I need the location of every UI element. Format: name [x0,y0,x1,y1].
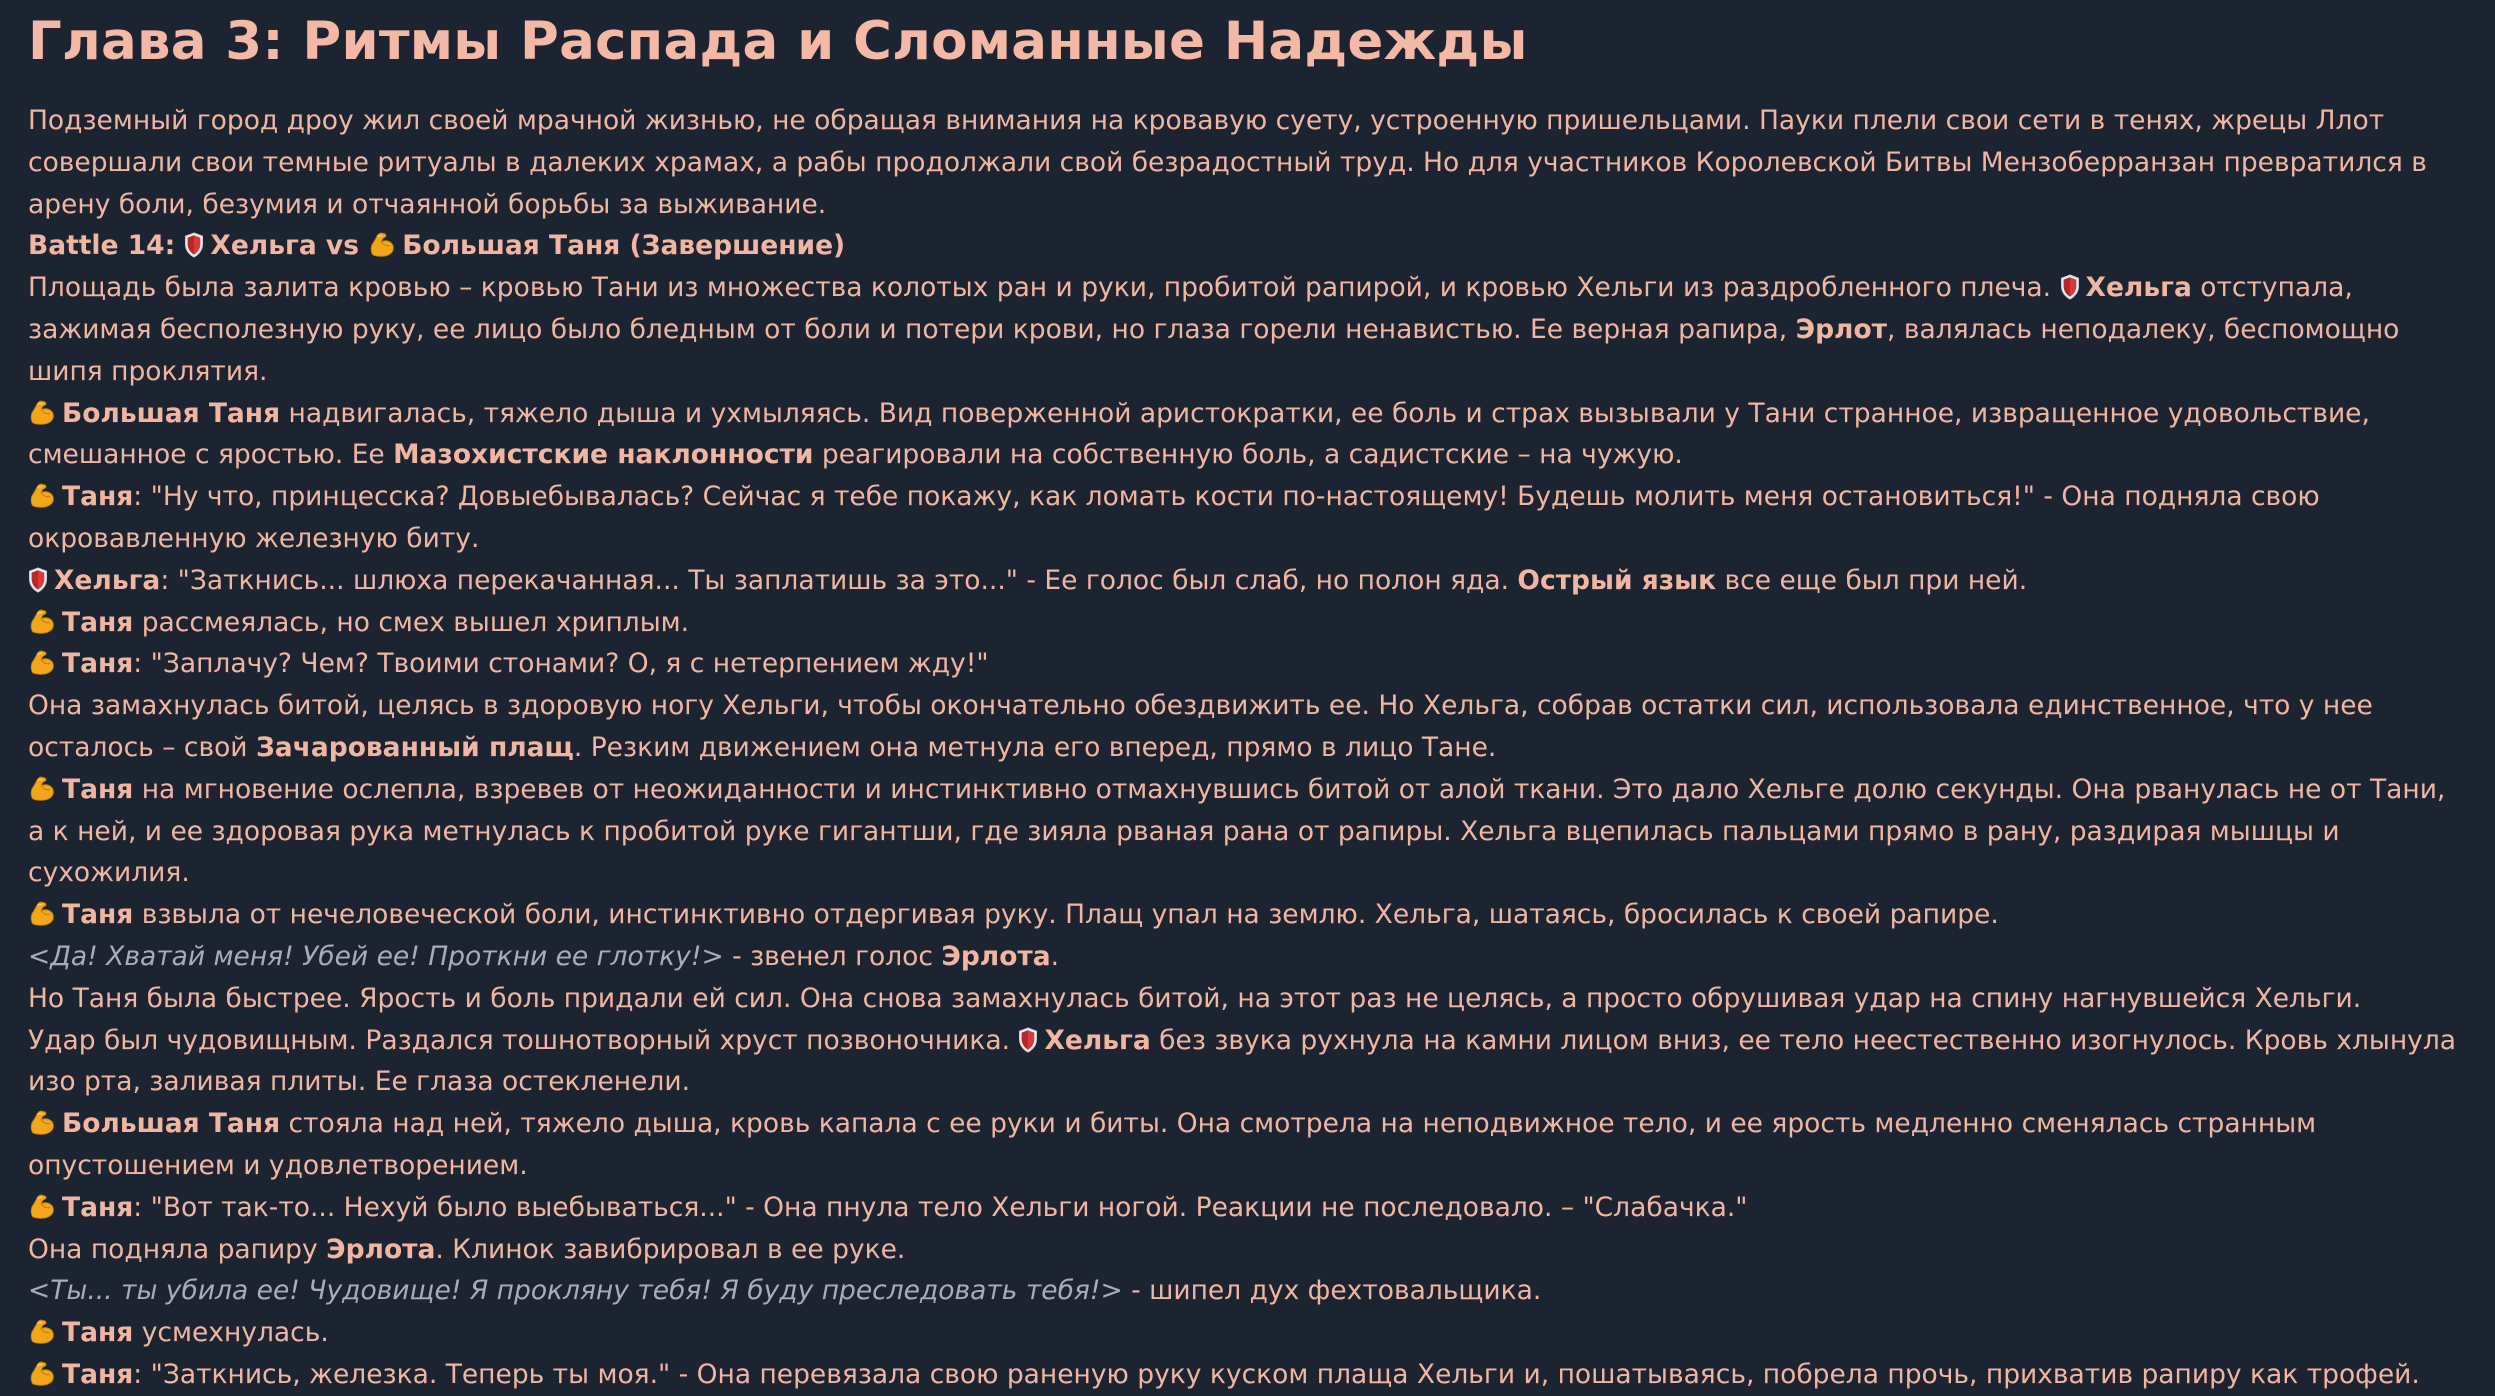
document [28,0,2468,1396]
chapter-body [28,100,2468,1396]
text-run: усмехнулась. [133,1317,329,1349]
text-run: все еще был при ней. [1716,564,2028,596]
paragraph [28,1270,2468,1312]
flexed-biceps-icon [28,1192,56,1220]
bold-text: Хельга [1044,1024,1151,1056]
text-run: Удар был чудовищным. Раздался тошнотворный хруст позвоночника. [28,1024,1019,1056]
flexed-biceps-icon [28,1359,56,1387]
text-run: реагировали на собственную боль, а садистские – на чужую. [813,439,1683,471]
bold-text: Большая Таня [62,1108,281,1140]
bold-text: Таня [62,899,134,931]
text-run: взвыла от нечеловеческой боли, инстинктивно отдергивая руку. Плащ упал на землю. Хельга, шатаясь, бросилась к своей рапире. [133,899,1999,931]
paragraph [28,1354,2468,1396]
text-run: : "Заткнись, железка. Теперь ты моя." - Она перевязала свою раненую руку куском плаща Хельги и, пошатываясь, побрела прочь, прихватив рапиру как трофей. [133,1358,2420,1390]
bold-text: Таня [62,606,134,638]
flexed-biceps-icon [28,481,56,509]
flexed-biceps-icon [28,774,56,802]
flexed-biceps-icon [368,230,396,258]
bold-text: Таня [62,481,134,513]
paragraph [28,643,2468,685]
bold-text: Таня [62,648,134,680]
text-run: на мгновение ослепла, взревев от неожиданности и инстинктивно отмахнувшись битой от алой ткани. Это дало Хельге долю секунды. Она рванулась не от Тани, а к ней, и ее здоровая рука метнулась к пробитой руке гигантши, где зияла рваная рана от рапиры. Хельга вцепилась пальцами прямо в рану, раздирая мышцы и сухожилия. [28,773,2446,889]
bold-text: Хельга vs [210,230,369,262]
text-run: : "Вот так-то... Нехуй было выебываться..." - Она пнула тело Хельги ногой. Реакции не последовало. – "Слабачка." [133,1191,1748,1223]
bold-text: Battle 14: [28,230,185,262]
shield-icon [28,567,48,593]
bold-text: Эрлота [326,1233,436,1265]
paragraph [28,393,2468,477]
text-run: Но Таня была быстрее. Ярость и боль придали ей сил. Она снова замахнулась битой, на этот раз не целясь, а просто обрушивая удар на спину нагнувшейся Хельги. [28,982,2362,1014]
bold-text: Хельга [2085,272,2192,304]
paragraph [28,267,2468,392]
bold-text: Мазохистские наклонности [393,439,814,471]
text-run: отступала, зажимая бесполезную руку, ее лицо было бледным от боли и потери крови, но глаза горели ненавистью. Ее верная рапира, [28,272,2353,345]
text-run: . Резким движением она метнула его вперед, прямо в лицо Тане. [573,731,1497,763]
text-run: Площадь была залита кровью – кровью Тани из множества колотых ран и руки, пробитой рапирой, и кровью Хельги из раздробленного плеча. [28,272,2060,304]
paragraph [28,225,2468,267]
text-run: . Клинок завибрировал в ее руке. [435,1233,906,1265]
text-run: Подземный город дроу жил своей мрачной жизнью, не обращая внимания на кровавую суету, устроенную пришельцами. Пауки плели свои сети в тенях, жрецы Ллот совершали свои темные ритуалы в далеких храмах, а рабы продолжали свой безрадостный труд. Но для участников Королевской Битвы Мензоберранзан превратился в арену боли, безумия и отчаянной борьбы за выживание. [28,105,2427,220]
text-run: : "Заплачу? Чем? Твоими стонами? О, я с нетерпением жду!" [133,648,989,680]
paragraph [28,100,2468,225]
text-run: - звенел голос [723,940,942,972]
bold-text: Таня [62,1358,134,1390]
paragraph [28,685,2468,769]
italic-text: <Ты... ты убила ее! Чудовище! Я прокляну тебя! Я буду преследовать тебя!> [28,1275,1123,1307]
paragraph [28,1103,2468,1187]
paragraph [28,936,2468,978]
bold-text: Таня [62,1191,134,1223]
bold-text: Большая Таня (Завершение) [402,230,846,262]
paragraph [28,894,2468,936]
bold-text: Таня [62,773,134,805]
bold-text: Большая Таня [62,397,281,429]
flexed-biceps-icon [28,398,56,426]
text-run: Она подняла рапиру [28,1233,327,1265]
shield-icon [1018,1027,1038,1053]
italic-text: <Да! Хватай меня! Убей ее! Проткни ее глотку!> [28,940,724,972]
text-run: . [1050,940,1060,972]
paragraph [28,560,2468,602]
text-run: надвигалась, тяжело дыша и ухмыляясь. Вид поверженной аристократки, ее боль и страх вызывали у Тани странное, извращенное удовольствие, смешанное с яростью. Ее [28,397,2370,471]
flexed-biceps-icon [28,1108,56,1136]
bold-text: Зачарованный плащ [255,731,574,763]
paragraph [28,1229,2468,1271]
text-run: стояла над ней, тяжело дыша, кровь капала с ее руки и биты. Она смотрела на неподвижное тело, и ее ярость медленно сменялась странным опустошением и удовлетворением. [28,1108,2317,1181]
bold-text: Хельга [54,564,161,596]
text-run: , валялась неподалеку, беспомощно шипя проклятия. [28,313,2400,387]
bold-text: Эрлот [1795,313,1888,345]
bold-text: Эрлота [941,940,1051,972]
text-run: : "Заткнись... шлюха перекачанная... Ты заплатишь за это..." - Ее голос был слаб, но полон яда. [160,564,1518,596]
paragraph [28,1020,2468,1104]
bold-text: Острый язык [1517,564,1717,596]
text-run: Она замахнулась битой, целясь в здоровую ногу Хельги, чтобы окончательно обездвижить ее. Но Хельга, собрав остатки сил, использовала единственное, что у нее осталось – свой [28,690,2373,763]
flexed-biceps-icon [28,1317,56,1345]
bold-text: Таня [62,1317,134,1349]
chapter-title: Глава 3: Ритмы Распада и Сломанные Надежды [28,11,1528,72]
flexed-biceps-icon [28,899,56,927]
shield-icon [184,232,204,258]
paragraph [28,1312,2468,1354]
text-run: - шипел дух фехтовальщика. [1122,1275,1542,1307]
text-run: рассмеялась, но смех вышел хриплым. [133,606,690,638]
paragraph [28,476,2468,560]
shield-icon [2060,274,2080,300]
paragraph [28,1187,2468,1229]
paragraph [28,978,2468,1020]
flexed-biceps-icon [28,648,56,676]
text-run: : "Ну что, принцесска? Довыебывалась? Сейчас я тебе покажу, как ломать кости по-настоящему! Будешь молить меня остановиться!" - Она подняла свою окровавленную железную биту. [28,481,2320,554]
flexed-biceps-icon [28,607,56,635]
paragraph [28,602,2468,644]
text-run: без звука рухнула на камни лицом вниз, ее тело неестественно изогнулось. Кровь хлынула изо рта, заливая плиты. Ее глаза остекленели. [28,1024,2457,1098]
paragraph [28,769,2468,894]
